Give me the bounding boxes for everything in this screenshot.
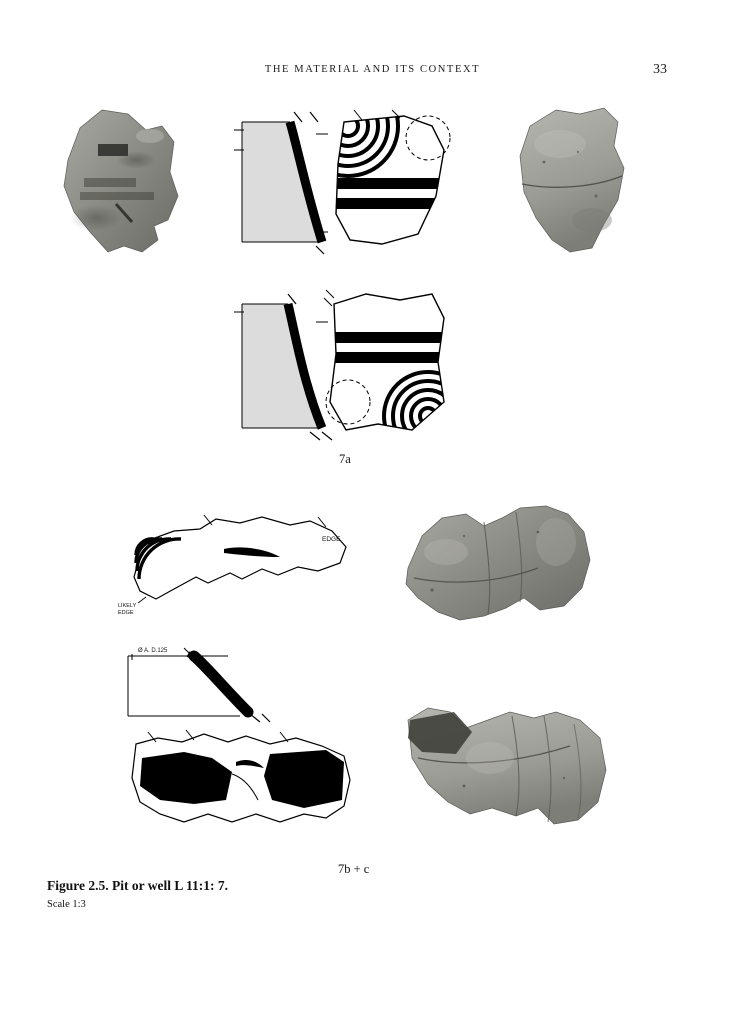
section-profile-lower	[234, 294, 332, 440]
decoration-drawing-lower	[324, 290, 472, 449]
diameter-annotation: Ø A. D.125	[138, 648, 168, 654]
page-number: 33	[653, 62, 667, 77]
decoration-drawing-upper	[298, 104, 452, 244]
panel-photo-top-right	[500, 100, 650, 265]
sublabel-7bc: 7b + c	[338, 862, 370, 876]
panel-photo-7b	[388, 502, 628, 642]
panel-drawing-7bc-section	[120, 640, 320, 730]
section-profile-upper	[234, 112, 328, 254]
panel-photo-top-left	[50, 100, 210, 265]
sherd-outline-7bc-upper	[134, 517, 346, 599]
running-head: THE MATERIAL AND ITS CONTEXT	[264, 64, 481, 75]
panel-drawing-7bc-upper	[112, 505, 372, 645]
figure-scale-note: Scale 1:3	[47, 899, 86, 910]
svg-text:EDGE: EDGE	[118, 610, 134, 616]
edge-annotation: EDGE	[322, 536, 341, 543]
panel-photo-7c	[394, 698, 634, 838]
sublabel-7a: 7a	[339, 452, 351, 466]
panel-drawing-7a-upper	[232, 104, 482, 269]
panel-drawing-7a-lower	[232, 284, 482, 449]
likely-edge-annotation: LIKELY	[118, 603, 137, 609]
figure-caption: Figure 2.5. Pit or well L 11:1: 7.	[47, 878, 228, 893]
panel-drawing-7bc-lower	[120, 722, 370, 852]
